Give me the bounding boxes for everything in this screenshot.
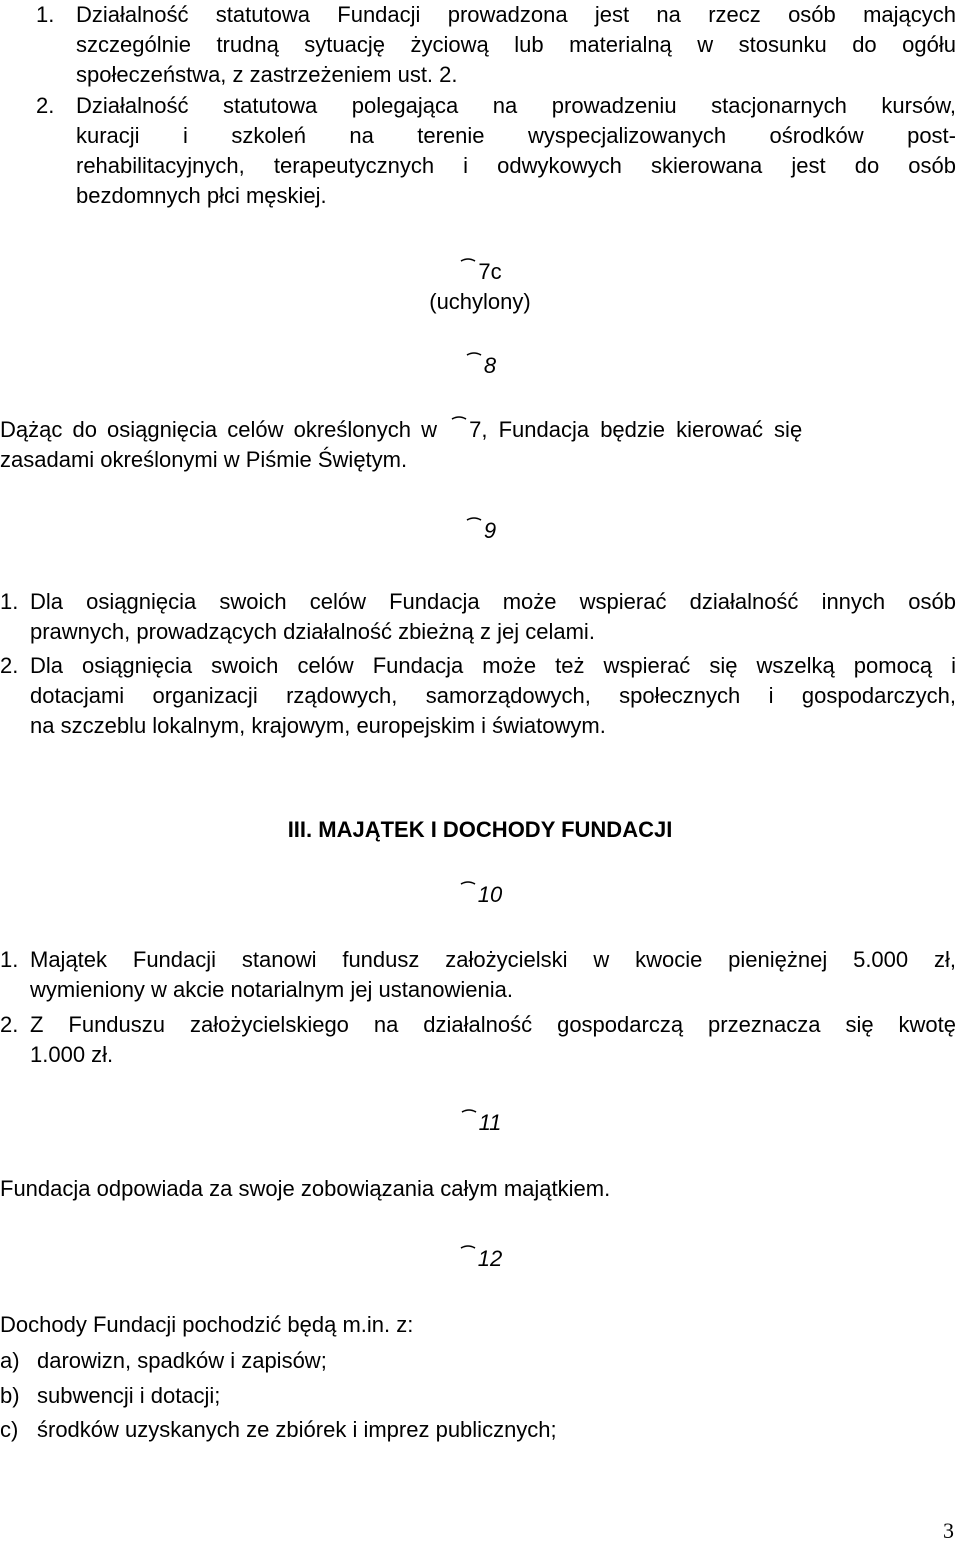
section-sign-icon bbox=[449, 415, 469, 445]
section-sign-icon bbox=[458, 1244, 478, 1274]
section-number: 11 bbox=[478, 1110, 502, 1135]
text-line: kuracji i szkoleń na terenie wyspecjalizowanych ośrodków post- bbox=[76, 123, 956, 148]
section-number: 8 bbox=[483, 353, 497, 378]
section-10-heading bbox=[0, 880, 960, 910]
page-number: 3 bbox=[943, 1518, 954, 1543]
section-sign-icon bbox=[464, 351, 484, 381]
section-number: 9 bbox=[483, 518, 497, 543]
text-line: Dla osiągnięcia swoich celów Fundacja może wspierać działalność innych osób bbox=[30, 589, 956, 614]
text-line-with-reference bbox=[0, 415, 956, 445]
section-sign-icon bbox=[458, 880, 478, 910]
list-number: 2. bbox=[0, 1012, 19, 1037]
text-fragment: 7, Fundacja będzie kierować się bbox=[469, 417, 803, 442]
text-line: Majątek Fundacji stanowi fundusz założycielski w kwocie pieniężnej 5.000 zł, bbox=[30, 947, 956, 972]
text-line: Działalność statutowa polegająca na prowadzeniu stacjonarnych kursów, bbox=[76, 93, 956, 118]
section-sign-icon bbox=[464, 516, 484, 546]
text-line: Z Funduszu założycielskiego na działalność gospodarczą przeznacza się kwotę bbox=[30, 1012, 956, 1037]
section-12-heading bbox=[0, 1244, 960, 1274]
section-11-heading bbox=[0, 1108, 960, 1138]
section-number: 12 bbox=[477, 1246, 503, 1271]
text-line: dotacjami organizacji rządowych, samorządowych, społecznych i gospodarczych, bbox=[30, 683, 956, 708]
chapter-heading: III. MAJĄTEK I DOCHODY FUNDACJI bbox=[287, 817, 673, 842]
section-number: 10 bbox=[477, 882, 503, 907]
list-letter: c) bbox=[0, 1417, 19, 1442]
list-number: 2. bbox=[36, 93, 55, 118]
list-number: 1. bbox=[0, 947, 19, 972]
list-letter: a) bbox=[0, 1348, 20, 1373]
section-7c-heading bbox=[0, 257, 960, 287]
text-line: społeczeństwa, z zastrzeżeniem ust. 2. bbox=[76, 62, 458, 87]
list-item: środków uzyskanych ze zbiórek i imprez publicznych; bbox=[37, 1417, 557, 1442]
text-line: szczególnie trudną sytuację życiową lub materialną w stosunku do ogółu bbox=[76, 32, 956, 57]
text-line: zasadami określonymi w Piśmie Świętym. bbox=[0, 447, 408, 472]
text-line: prawnych, prowadzących działalność zbieżną z jej celami. bbox=[30, 619, 595, 644]
list-number: 1. bbox=[0, 589, 19, 614]
section-sign-icon bbox=[458, 257, 478, 287]
list-letter: b) bbox=[0, 1383, 20, 1408]
text-line: 1.000 zł. bbox=[30, 1042, 114, 1067]
list-item: darowizn, spadków i zapisów; bbox=[37, 1348, 327, 1373]
list-number: 1. bbox=[36, 2, 55, 27]
text-line: Dochody Fundacji pochodzić będą m.in. z: bbox=[0, 1312, 414, 1337]
text-line: wymieniony w akcie notarialnym jej ustanowienia. bbox=[30, 977, 514, 1002]
text-line: Działalność statutowa Fundacji prowadzona jest na rzecz osób mających bbox=[76, 2, 956, 27]
section-8-heading bbox=[0, 351, 960, 381]
text-line: bezdomnych płci męskiej. bbox=[76, 183, 327, 208]
text-line: Dla osiągnięcia swoich celów Fundacja może też wspierać się wszelką pomocą i bbox=[30, 653, 956, 678]
text-line: Fundacja odpowiada za swoje zobowiązania całym majątkiem. bbox=[0, 1176, 611, 1201]
section-7c-note: (uchylony) bbox=[429, 289, 531, 314]
text-fragment: Dążąc do osiągnięcia celów określonych w bbox=[0, 417, 437, 442]
section-sign-icon bbox=[459, 1108, 479, 1138]
list-number: 2. bbox=[0, 653, 19, 678]
section-9-heading bbox=[0, 516, 960, 546]
section-number: 7c bbox=[478, 259, 502, 284]
text-line: rehabilitacyjnych, terapeutycznych i odwykowych skierowana jest do osób bbox=[76, 153, 956, 178]
text-line: na szczeblu lokalnym, krajowym, europejskim i światowym. bbox=[30, 713, 606, 738]
list-item: subwencji i dotacji; bbox=[37, 1383, 221, 1408]
